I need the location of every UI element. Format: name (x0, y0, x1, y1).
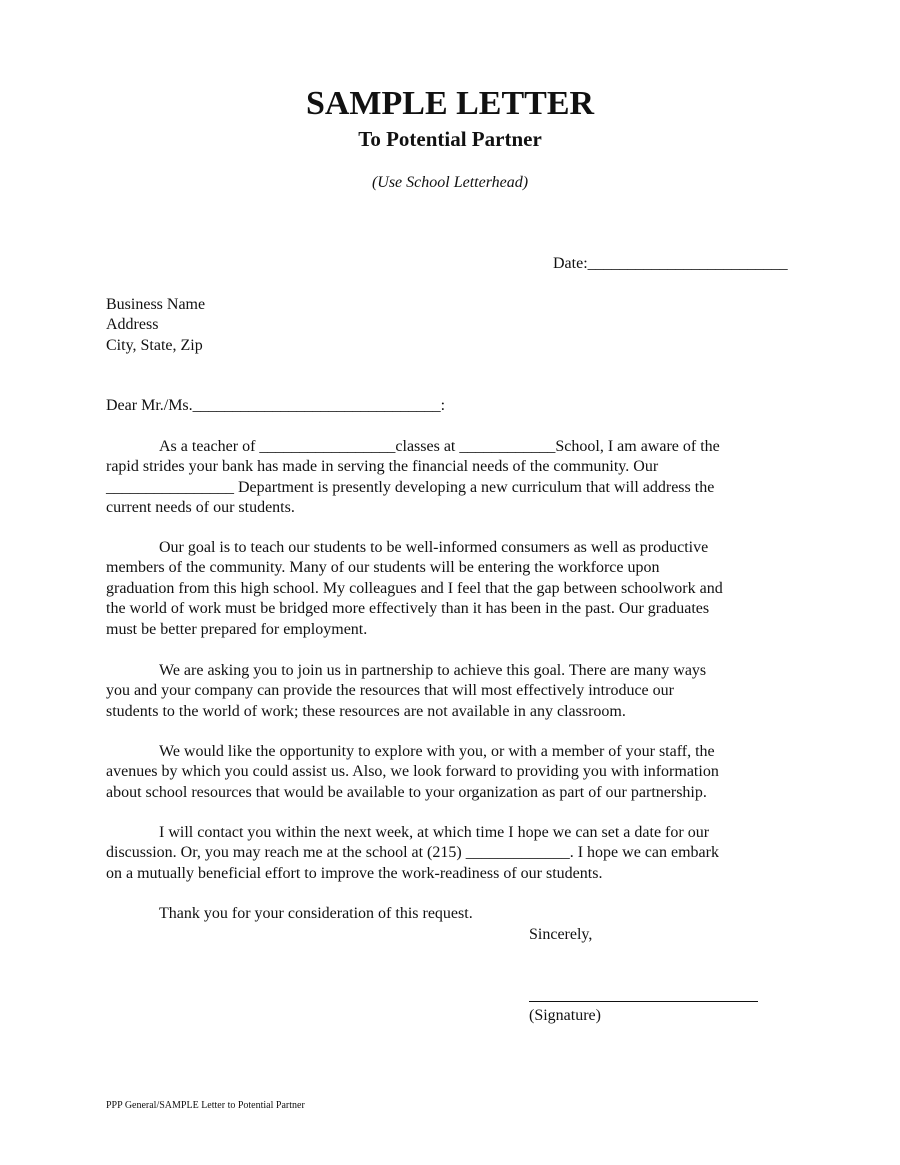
paragraph-line: current needs of our students. (106, 499, 295, 517)
salutation: Dear Mr./Ms._______________________________: (106, 397, 446, 414)
paragraph-line: on a mutually beneficial effort to improve the work-readiness of our students. (106, 864, 603, 882)
paragraph-1 (106, 437, 720, 519)
paragraph-line: students to the world of work; these resources are not available in any classroom. (106, 702, 626, 720)
paragraph-6 (106, 904, 473, 924)
paragraph-line: ________________ Department is presently developing a new curriculum that will address the (106, 478, 715, 496)
paragraph-line: the world of work must be bridged more effectively than it has been in the past. Our graduates (106, 600, 710, 618)
paragraph-5 (106, 823, 719, 884)
signature-label: (Signature) (529, 1007, 601, 1024)
paragraph-line: rapid strides your bank has made in serving the financial needs of the community. Our (106, 458, 659, 476)
paragraph-line: about school resources that would be available to your organization as part of our partnership. (106, 783, 707, 801)
paragraph-2 (106, 538, 723, 640)
paragraph-line: graduation from this high school. My colleagues and I feel that the gap between schoolwork and (106, 579, 723, 597)
paragraph-line: We are asking you to join us in partnership to achieve this goal. There are many ways (159, 662, 707, 679)
paragraph-line: you and your company can provide the resources that will most effectively introduce our (106, 682, 674, 700)
paragraph-line: avenues by which you could assist us. Also, we look forward to providing you with information (106, 763, 719, 781)
paragraph-line: must be better prepared for employment. (106, 620, 368, 638)
recipient-city-state-zip: City, State, Zip (106, 336, 203, 354)
paragraph-line: As a teacher of _________________classes at ____________School, I am aware of the (159, 438, 720, 455)
recipient-business-name: Business Name (106, 296, 206, 313)
letter-title: SAMPLE LETTER (305, 85, 595, 122)
paragraph-3 (106, 661, 706, 722)
letter-subtitle: To Potential Partner (358, 127, 542, 151)
paragraph-4 (106, 742, 719, 803)
paragraph-line: Thank you for your consideration of this request. (159, 905, 473, 922)
signature-line (529, 1001, 758, 1002)
page-footer: PPP General/SAMPLE Letter to Potential Partner (106, 1100, 305, 1111)
recipient-address-line: Address (106, 316, 159, 334)
paragraph-line: discussion. Or, you may reach me at the school at (215) _____________. I hope we can embark (106, 844, 719, 862)
letterhead-note: (Use School Letterhead) (371, 174, 529, 191)
closing: Sincerely, (529, 926, 593, 943)
paragraph-line: Our goal is to teach our students to be well-informed consumers as well as productive (159, 539, 709, 556)
recipient-address (106, 295, 205, 356)
date-line: Date:_________________________ (553, 255, 788, 272)
paragraph-line: I will contact you within the next week, at which time I hope we can set a date for our (159, 824, 710, 841)
paragraph-line: members of the community. Many of our students will be entering the workforce upon (106, 559, 660, 577)
paragraph-line: We would like the opportunity to explore with you, or with a member of your staff, the (159, 743, 715, 760)
